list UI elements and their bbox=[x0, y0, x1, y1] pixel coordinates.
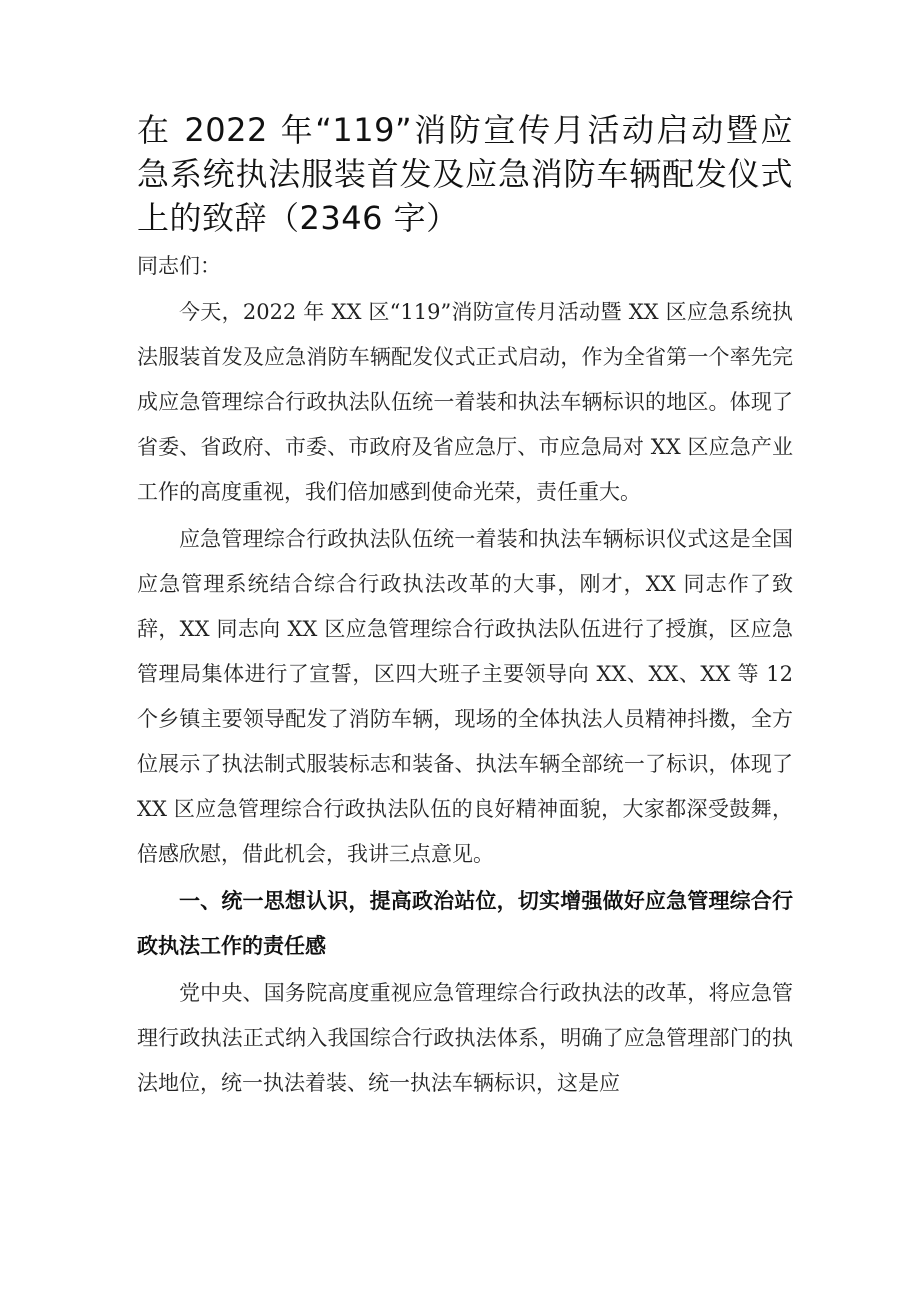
body-paragraph-1: 今天，2022 年 XX 区“119”消防宣传月活动暨 XX 区应急系统执法服装首发及应急消防车辆配发仪式正式启动，作为全省第一个率先完成应急管理综合行政执法队伍统一着装和执法车辆标识的地区。体现了省委、省政府、市委、市政府及省应急厅、市应急局对 XX 区应急产业工作的高度重视，我们倍加感到使命光荣，责任重大。 bbox=[137, 300, 793, 504]
salutation: 同志们： bbox=[137, 254, 221, 278]
document-page bbox=[137, 108, 793, 1106]
body-paragraph-2: 应急管理综合行政执法队伍统一着装和执法车辆标识仪式这是全国应急管理系统结合综合行政执法改革的大事，刚才，XX 同志作了致辞，XX 同志向 XX 区应急管理综合行政执法队伍进行了授旗，区应急管理局集体进行了宣誓，区四大班子主要领导向 XX、XX、XX 等 12 个乡镇主要领导配发了消防车辆，现场的全体执法人员精神抖擞，全方位展示了执法制式服装标志和装备、执法车辆全部统一了标识，体现了 XX 区应急管理综合行政执法队伍的良好精神面貌，大家都深受鼓舞，倍感欣慰，借此机会，我讲三点意见。 bbox=[137, 527, 793, 866]
section-paragraph-1: 党中央、国务院高度重视应急管理综合行政执法的改革，将应急管理行政执法正式纳入我国综合行政执法体系，明确了应急管理部门的执法地位，统一执法着装、统一执法车辆标识，这是应 bbox=[137, 981, 793, 1095]
document-title: 在 2022 年“119”消防宣传月活动启动暨应急系统执法服装首发及应急消防车辆配发仪式上的致辞（2346 字） bbox=[137, 111, 793, 237]
section-heading-1: 一、统一思想认识，提高政治站位，切实增强做好应急管理综合行政执法工作的责任感 bbox=[137, 889, 793, 958]
